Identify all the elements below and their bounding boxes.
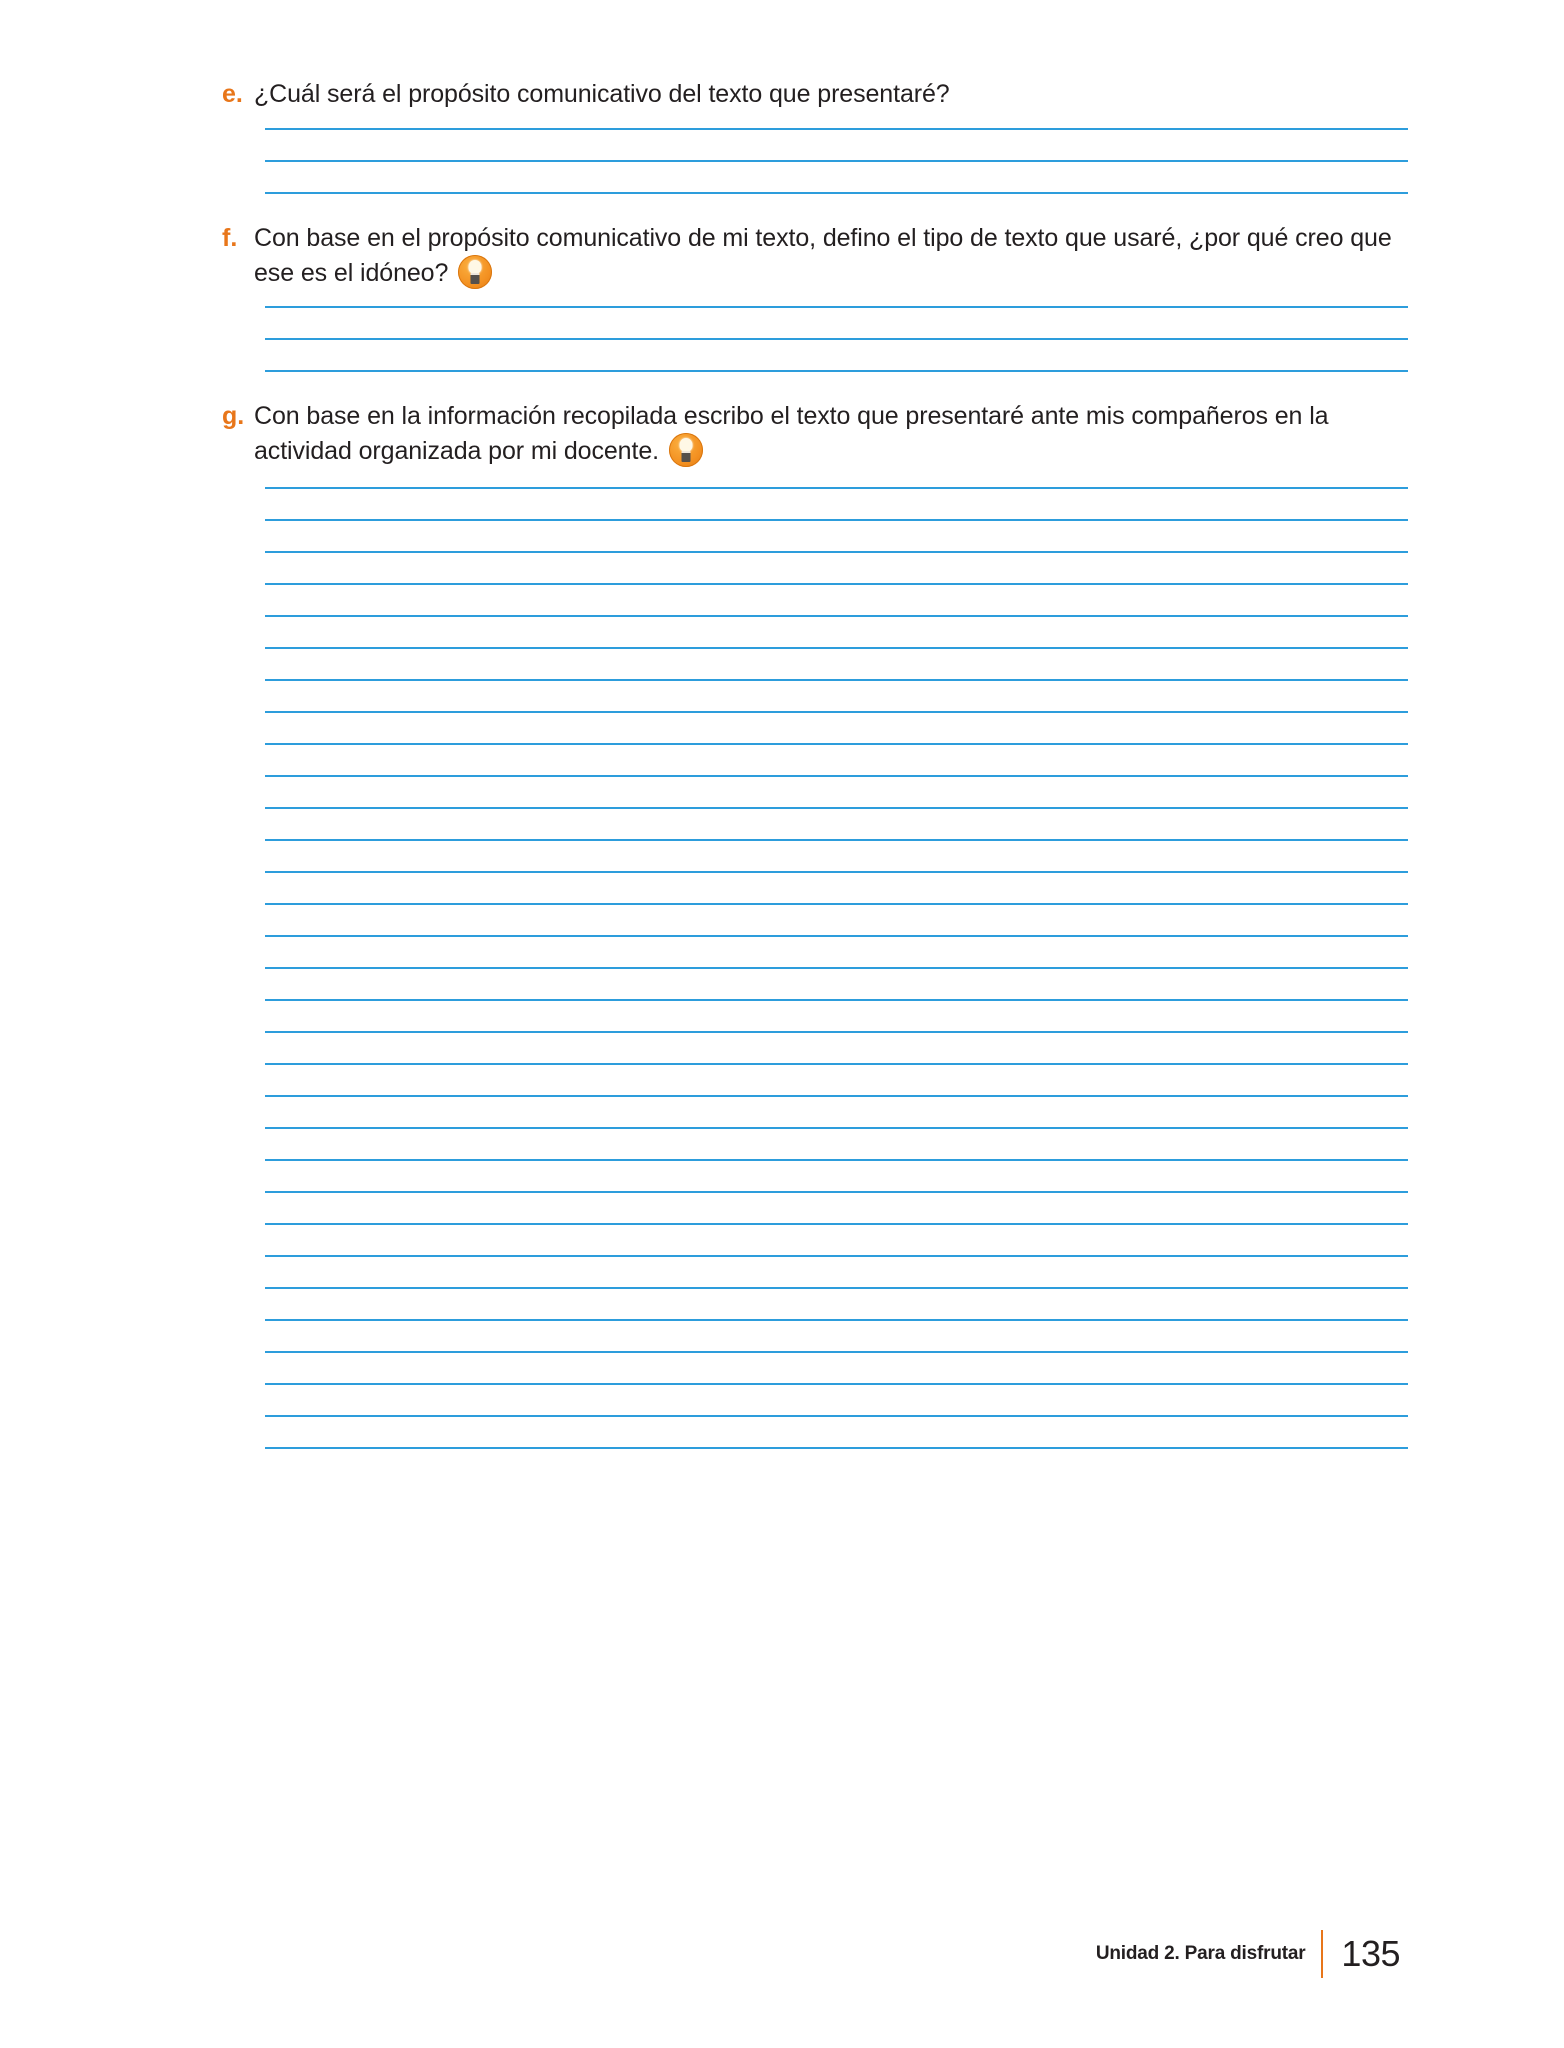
answer-line[interactable] (265, 1447, 1408, 1449)
question-f-letter: f. (222, 224, 238, 252)
answer-line[interactable] (265, 519, 1408, 521)
answer-line[interactable] (265, 1415, 1408, 1417)
question-g-prompt: Con base en la información recopilada escribo el texto que presentaré ante mis compañeros en la actividad organizada por mi docente. (254, 402, 1329, 465)
answer-line[interactable] (265, 306, 1408, 308)
answer-line[interactable] (265, 775, 1408, 777)
answer-line[interactable] (265, 967, 1408, 969)
answer-line[interactable] (265, 647, 1408, 649)
answer-lines-e[interactable] (265, 128, 1408, 194)
answer-line[interactable] (265, 903, 1408, 905)
question-e-row (218, 78, 1408, 111)
answer-line[interactable] (265, 128, 1408, 130)
answer-line[interactable] (265, 1063, 1408, 1065)
answer-line[interactable] (265, 160, 1408, 162)
answer-line[interactable] (265, 487, 1408, 489)
answer-lines-f[interactable] (265, 306, 1408, 372)
answer-line[interactable] (265, 551, 1408, 553)
answer-line[interactable] (265, 1127, 1408, 1129)
answer-line[interactable] (265, 1159, 1408, 1161)
answer-line[interactable] (265, 338, 1408, 340)
footer-unit-label: Unidad 2. Para disfrutar (1095, 1943, 1306, 1964)
answer-line[interactable] (265, 871, 1408, 873)
question-e-letter: e. (222, 80, 243, 108)
answer-line[interactable] (265, 1319, 1408, 1321)
answer-line[interactable] (265, 679, 1408, 681)
answer-line[interactable] (265, 1287, 1408, 1289)
question-g-text (254, 400, 1408, 468)
answer-line[interactable] (265, 192, 1408, 194)
question-e-prompt: ¿Cuál será el propósito comunicativo del texto que presentaré? (254, 80, 950, 108)
answer-line[interactable] (265, 1031, 1408, 1033)
answer-lines-g[interactable] (265, 487, 1408, 1449)
lightbulb-icon (458, 255, 492, 289)
question-block-g (218, 400, 1408, 468)
answer-line[interactable] (265, 1255, 1408, 1257)
question-f-row (218, 222, 1408, 290)
question-f-text (254, 222, 1408, 290)
question-g-row (218, 400, 1408, 468)
question-f-prompt: Con base en el propósito comunicativo de mi texto, defino el tipo de texto que usaré, ¿por qué creo que ese es el idóneo? (254, 224, 1392, 287)
question-block-f (218, 222, 1408, 290)
answer-line[interactable] (265, 1191, 1408, 1193)
answer-line[interactable] (265, 583, 1408, 585)
page-number-box (1321, 1930, 1408, 1978)
answer-line[interactable] (265, 1351, 1408, 1353)
question-e-text (254, 78, 1408, 111)
page-footer (1096, 1930, 1408, 1978)
answer-line[interactable] (265, 1223, 1408, 1225)
answer-line[interactable] (265, 711, 1408, 713)
answer-line[interactable] (265, 807, 1408, 809)
question-block-e (218, 78, 1408, 111)
answer-line[interactable] (265, 1095, 1408, 1097)
answer-line[interactable] (265, 999, 1408, 1001)
page-number: 135 (1341, 1933, 1400, 1974)
answer-line[interactable] (265, 370, 1408, 372)
question-g-letter: g. (222, 402, 245, 430)
answer-line[interactable] (265, 743, 1408, 745)
lightbulb-icon (669, 433, 703, 467)
answer-line[interactable] (265, 935, 1408, 937)
answer-line[interactable] (265, 839, 1408, 841)
answer-line[interactable] (265, 1383, 1408, 1385)
answer-line[interactable] (265, 615, 1408, 617)
